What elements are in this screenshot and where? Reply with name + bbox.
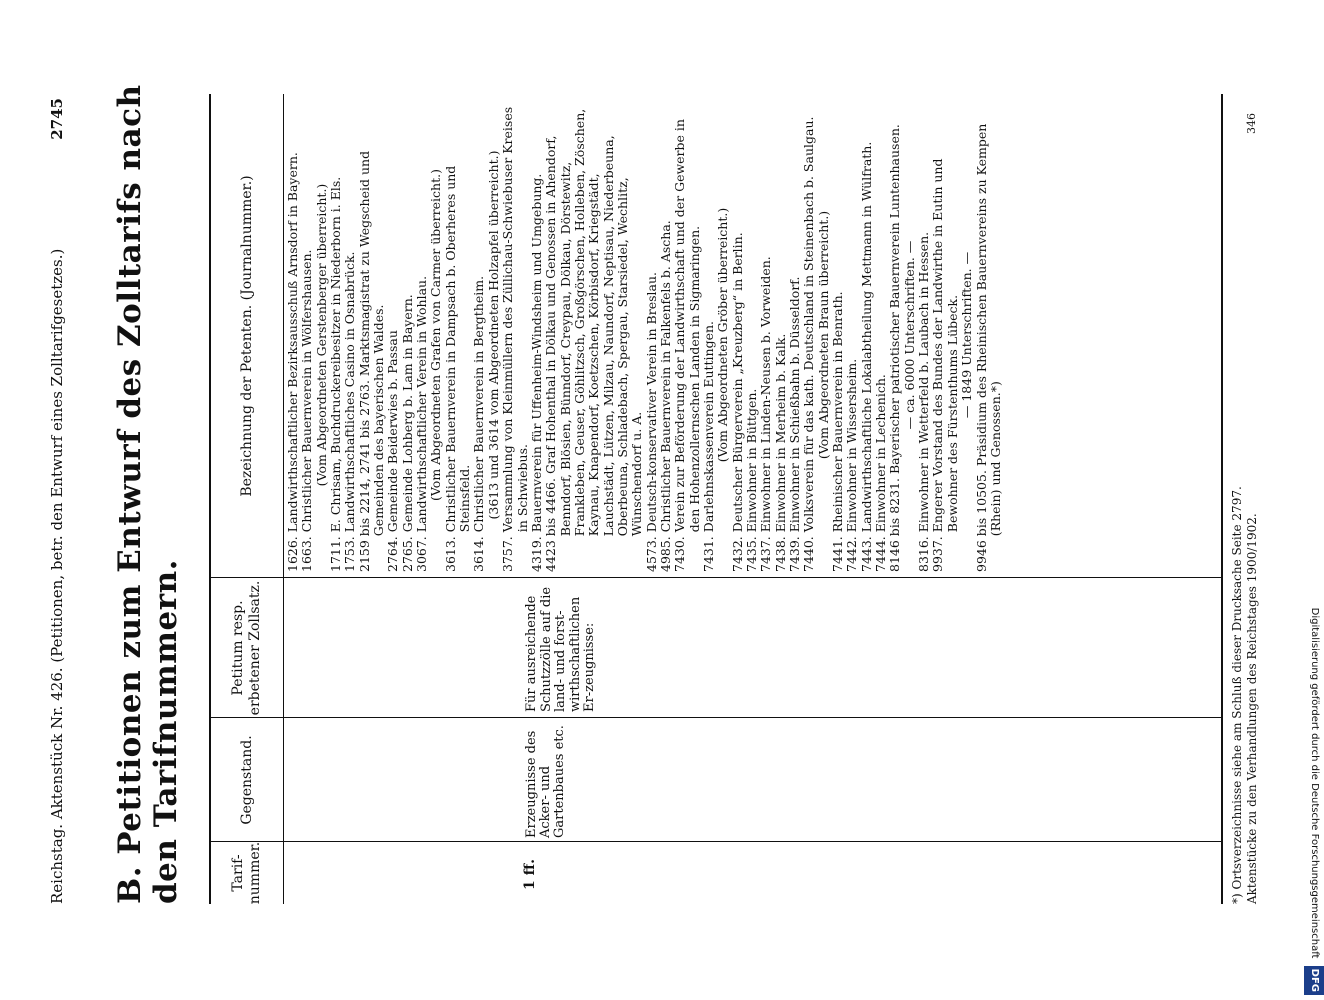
petition-entry: [300, 98, 314, 572]
petition-entry: [802, 98, 816, 572]
petitioner-text: Landwirthschaftlicher Bezirksausschuß Arnsdorf in Bayern.: [285, 152, 300, 533]
petition-entry: [286, 98, 300, 572]
petitioner-text: bis 4466. Graf Hohenthal in Dölkau und Genossen in Ahendorf, Benndorf, Blösien, Bünndorf, Creypau, Dölkau, Dörstewitz, Frankleben, Geuser, Göhlitzsch, Großgörschen, Holleben, Zöschen, Kaynau, Knapendorf, Koetzschen, Körbisdorf, Kriegstädt, Lauchstädt, Lützen, Milzau, Naundorf, Neptisau, Niederbeuna, Oberbeuna, Schladebach, Spergau, Starsiedel, Wechlitz, Wünschendorf u. A.: [543, 108, 645, 537]
petition-entry: [975, 98, 1004, 572]
journal-number: 8146: [887, 540, 903, 572]
journal-number: 1663.: [299, 536, 315, 572]
petition-entry: [472, 98, 486, 572]
petitioner-text: (Vom Abgeordneten Braun überreicht.): [815, 210, 831, 460]
journal-number: 7442.: [844, 536, 860, 572]
petitioner-text: bis 8231. Bayerischer patriotischer Bauernverein Luntenhausen.: [887, 124, 903, 537]
petition-entry: [530, 98, 544, 572]
journal-number: 3067.: [414, 536, 430, 572]
petition-entry: [702, 98, 716, 572]
petitioner-text: Einwohner in Wissersheim.: [844, 358, 860, 533]
petitioner-text: (Vom Abgeordneten Gerstenberger überreicht.): [313, 183, 329, 487]
petition-entry: [960, 98, 974, 572]
journal-number: 7444.: [873, 536, 889, 572]
petitioner-text: Christlicher Bauernverein in Dampsach b. Oberheres und Steinsfeld.: [442, 165, 473, 533]
petitioner-text: Christlicher Bauernverein in Falkenfels b. Ascha.: [657, 220, 673, 533]
petitioner-text: Landwirthschaftlicher Verein in Wohlau.: [414, 275, 430, 533]
petitioner-text: — 1849 Unterschriften. —: [959, 251, 975, 419]
petition-entry: [645, 98, 659, 572]
tarif-number: 1 ff.: [522, 859, 538, 890]
journal-number: 1753.: [342, 536, 358, 572]
journal-number: 2764.: [385, 536, 401, 572]
journal-number: 1711.: [328, 536, 344, 572]
petitions-table: [209, 94, 1223, 904]
footnote-source: Aktenstücke zu den Verhandlungen des Reichstages 1900/1902.: [1245, 513, 1259, 904]
petition-entry: [673, 98, 702, 572]
journal-number: 7441.: [830, 536, 846, 572]
journal-number: 7435.: [744, 536, 759, 572]
journal-number: 4319.: [528, 536, 544, 572]
digitization-note: Digitalisierung gefördert durch die Deutsche Forschungsgemeinschaft: [1309, 607, 1320, 959]
petitum-cell: Für ausreichende Schutzzölle auf die land- und forst-wirthschaftlichen Er-zeugnisse:: [524, 586, 597, 712]
header-divider: [283, 94, 284, 904]
journal-number: 2159: [356, 540, 372, 572]
petitioner-text: Bauernverein für Uffenheim-Windsheim und Umgebung.: [528, 173, 544, 533]
petitioner-text: Einwohner in Lechenich.: [873, 374, 889, 533]
petition-entry: [429, 98, 443, 572]
petitioner-text: Einwohner in Schießbahn b. Düsseldorf.: [787, 276, 803, 533]
journal-number: 3613.: [442, 536, 458, 572]
petitioner-text: Deutscher Bürgerverein „Kreuzberg“ in Berlin.: [729, 232, 745, 533]
section-title: B. Petitionen zum Entwurf des Zolltarifs nach den Tarifnummern.: [112, 84, 184, 904]
journal-number: 2765.: [399, 536, 415, 572]
petitioner-text: E. Chrisam, Buchdruckereibesitzer in Niederborn i. Els.: [328, 176, 344, 533]
page-stamp: 346: [1245, 113, 1258, 134]
journal-number: 4423: [543, 540, 559, 572]
journal-number: 3614.: [471, 536, 487, 572]
petitioner-text: Einwohner in Wetterfeld b. Laubach in Hessen.: [916, 231, 932, 533]
petition-entry: [774, 98, 788, 572]
petitioner-text: Engerer Vorstand des Bundes der Landwirthe in Eutin und Bewohner des Fürstenthums Lübeck.: [930, 158, 960, 533]
journal-number: 4573.: [643, 536, 659, 572]
petitioner-text: Einwohner in Büttgen.: [744, 388, 759, 533]
petition-entry: [903, 98, 917, 572]
petition-entry: [860, 98, 874, 572]
column-divider: [211, 577, 1221, 578]
gegenstand-cell: Erzeugnisse des Acker- und Gartenbaues etc.: [524, 725, 567, 838]
petitioner-text: Gemeinde Lohberg b. Lam in Bayern.: [399, 294, 415, 533]
petenten-list: [286, 98, 1003, 572]
digitization-sidebar: [1304, 5, 1324, 995]
petition-entry: [817, 98, 831, 572]
petition-entry: [845, 98, 859, 572]
petitioner-text: (Vom Abgeordneten Grafen von Carmer überreicht.): [428, 169, 444, 501]
header-petitum: Petitum resp. erbetener Zollsatz.: [230, 580, 263, 716]
footnote-star: *) Ortsverzeichnisse siehe am Schluß dieser Drucksache Seite 2797.: [1230, 486, 1244, 904]
petition-entry: [386, 98, 400, 572]
journal-number: 8316.: [916, 536, 932, 572]
petition-entry: [401, 98, 415, 572]
journal-number: 7443.: [858, 536, 874, 572]
petition-entry: [358, 98, 387, 572]
running-head: [48, 98, 70, 904]
petition-entry: [487, 98, 501, 572]
petitioner-text: Christlicher Bauernverein in Wölfershausen.: [299, 249, 315, 533]
petitioner-text: Gemeinde Beiderwies b. Passau: [385, 330, 401, 533]
header-gegenstand: Gegenstand.: [238, 735, 255, 825]
petition-entry: [329, 98, 343, 572]
journal-number: 7430.: [672, 536, 688, 572]
petitioner-text: Rheinischer Bauernverein in Benrath.: [830, 291, 846, 533]
petition-entry: [315, 98, 329, 572]
journal-number: 7432.: [729, 536, 745, 572]
petition-entry: [874, 98, 888, 572]
petition-entry: [415, 98, 429, 572]
page-number: 2745: [48, 98, 66, 140]
column-divider: [211, 717, 1221, 718]
petition-entry: [343, 98, 357, 572]
journal-number: 9946: [973, 540, 989, 572]
journal-number: 7431.: [700, 536, 716, 572]
petitioner-text: Einwohner in Linden-Neusen b. Vorweiden.: [758, 256, 774, 533]
petition-entry: [931, 98, 960, 572]
petitioner-text: Landwirthschaftliches Casino in Osnabrück.: [342, 251, 358, 533]
dfg-logo: DFG: [1304, 966, 1324, 995]
petition-entry: [501, 98, 530, 572]
petitioner-text: Einwohner in Merheim b. Kalk.: [772, 333, 788, 533]
petition-entry: [788, 98, 802, 572]
petition-entry: [444, 98, 473, 572]
petitioner-text: Volksverein für das kath. Deutschland in Steinenbach b. Saulgau.: [801, 116, 817, 533]
petition-entry: [544, 98, 644, 572]
petition-entry: [831, 98, 845, 572]
running-head-title: Reichstag. Aktenstück Nr. 426. (Petitionen, betr. den Entwurf eines Zolltarifgesetzes.): [48, 248, 66, 904]
journal-number: 7437.: [758, 536, 774, 572]
petitioner-text: Landwirthschaftliche Lokalabtheilung Mettmann in Wülfrath.: [858, 141, 874, 533]
journal-number: 7439.: [787, 536, 803, 572]
petition-entry: [659, 98, 673, 572]
header-tarif: Tarif-nummer.: [230, 841, 263, 905]
journal-number: 7440.: [801, 536, 817, 572]
petitioner-text: (Vom Abgeordneten Gröber überreicht.): [715, 207, 731, 463]
petitioner-text: bis 2214, 2741 bis 2763. Marktsmagistrat zu Wegscheid und Gemeinden des bayerischen Waldes.: [356, 150, 387, 537]
petitioner-text: Verein zur Beförderung der Landwirthschaft und der Gewerbe in den Hohenzollernschen Landen in Sigmaringen.: [672, 119, 702, 533]
petitioner-text: Deutsch-konservativer Verein in Breslau.: [643, 271, 659, 533]
journal-number: 1626.: [285, 536, 300, 572]
petitioner-text: Christlicher Bauernverein in Bergtheim.: [471, 275, 487, 533]
journal-number: 3757.: [500, 536, 516, 572]
journal-number: 4985.: [657, 536, 673, 572]
journal-number: 9937.: [930, 536, 946, 572]
column-divider: [211, 841, 1221, 842]
petition-entry: [745, 98, 759, 572]
petition-entry: [731, 98, 745, 572]
petition-entry: [917, 98, 931, 572]
petition-entry: [759, 98, 773, 572]
petitioner-text: (3613 und 3614 vom Abgeordneten Holzapfel überreicht.): [485, 150, 501, 520]
petitioner-text: — ca. 6000 Unterschriften. —: [901, 240, 917, 430]
petitioner-text: bis 10505. Präsidium des Rheinischen Bauernvereins zu Kempen (Rhein) und Genossen.*): [973, 123, 1003, 537]
petitioner-text: Darlehnskassenverein Euttingen.: [700, 320, 716, 533]
journal-number: 7438.: [772, 536, 788, 572]
petition-entry: [716, 98, 730, 572]
footnote: [1230, 84, 1260, 904]
petition-entry: [888, 98, 902, 572]
petitioner-text: Versammlung von Kleinmüllern des Züllichau-Schwiebuser Kreises in Schwiebus.: [500, 106, 530, 533]
header-petenten: Bezeichnung der Petenten. (Journalnummer.): [238, 175, 255, 497]
